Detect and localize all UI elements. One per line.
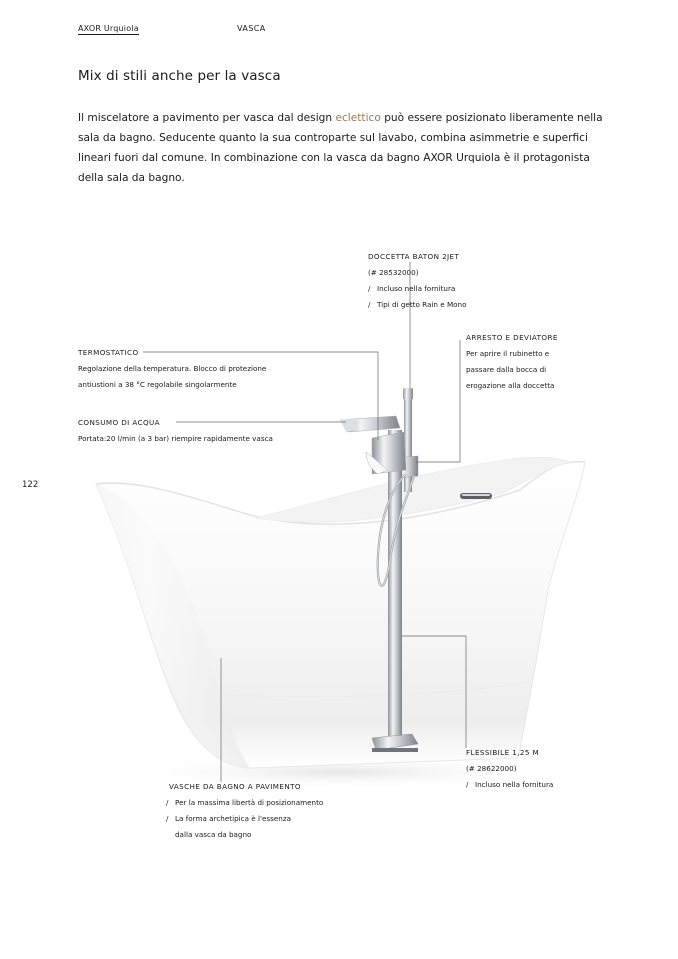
page-number: 122 — [22, 480, 39, 490]
page-title: Mix di stili anche per la vasca — [78, 68, 281, 84]
callout-flessibile-code: (# 28622000) — [466, 764, 517, 773]
intro-accent-word: eclettico — [335, 112, 381, 124]
callout-vasche-item: / La forma archetipica è l'essenza — [166, 814, 292, 823]
callout-flessibile — [466, 748, 553, 796]
header-section: VASCA — [237, 24, 266, 33]
callout-vasche-title: VASCHE DA BAGNO A PAVIMENTO — [169, 782, 301, 791]
slash-icon: / — [368, 284, 371, 293]
callout-termostatico — [78, 348, 266, 396]
callout-termostatico-line: Regolazione della temperatura. Blocco di protezione — [78, 364, 267, 373]
callout-arresto-line: Per aprire il rubinetto e — [466, 349, 550, 358]
callout-termostatico-title: TERMOSTATICO — [78, 348, 139, 357]
intro-text-start: Il miscelatore a pavimento per vasca dal design — [78, 112, 336, 124]
slash-icon: / — [368, 300, 371, 309]
callout-termostatico-line: antiustioni a 38 °C regolabile singolarmente — [78, 380, 237, 389]
slash-icon: / — [166, 798, 169, 807]
slash-icon: / — [166, 814, 169, 823]
callout-flessibile-item: / Incluso nella fornitura — [466, 780, 554, 789]
callout-vasche — [166, 782, 323, 846]
callout-doccetta-code: (# 28532000) — [368, 268, 419, 277]
callout-doccetta-item: / Tipi di getto Rain e Mono — [368, 300, 467, 309]
callout-vasche-item: / Per la massima libertà di posizionamento — [166, 798, 324, 807]
callout-arresto-line: erogazione alla doccetta — [466, 381, 555, 390]
slash-icon: / — [466, 780, 469, 789]
callout-flessibile-title: FLESSIBILE 1,25 M — [466, 748, 540, 757]
callout-vasche-continuation: dalla vasca da bagno — [175, 830, 252, 839]
intro-text-end: può essere posizionato liberamente nella sala da bagno. Seducente quanto la sua controparte sul lavabo, combina asimmetrie e superfici lineari fuori dal comune. In combinazione con la vasca da bagno AXOR Urquiola è il protagonista della sala da bagno. — [78, 112, 603, 184]
header-brand: AXOR Urquiola — [78, 24, 139, 33]
callout-doccetta-title: DOCCETTA BATON 2JET — [368, 252, 460, 261]
callout-consumo-line: Portata:20 l/min (a 3 bar) riempire rapidamente vasca — [78, 434, 273, 443]
callout-doccetta-item: / Incluso nella fornitura — [368, 284, 456, 293]
callout-arresto-title: ARRESTO E DEVIATORE — [466, 333, 558, 342]
callout-arresto-line: passare dalla bocca di — [466, 365, 547, 374]
callout-consumo — [78, 418, 273, 450]
callout-arresto — [466, 333, 558, 397]
callout-consumo-title: CONSUMO DI ACQUA — [78, 418, 161, 427]
callout-doccetta — [368, 252, 467, 316]
